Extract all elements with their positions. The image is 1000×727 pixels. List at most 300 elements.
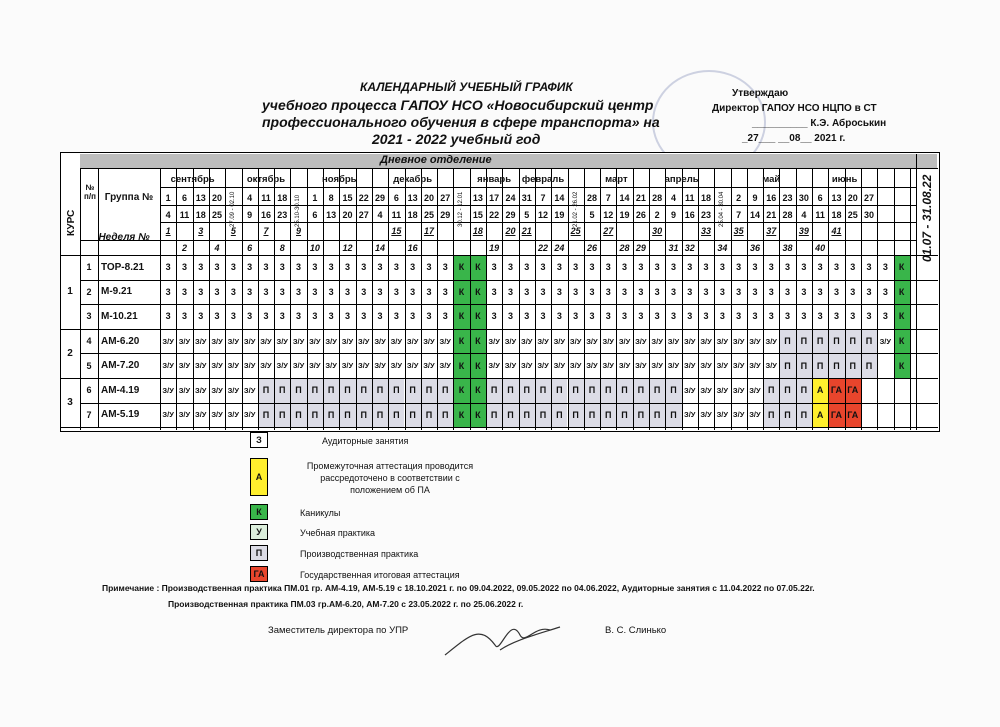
schedule-cell: 3: [882, 286, 888, 297]
schedule-cell: З/У: [537, 361, 549, 371]
schedule-cell: П: [535, 378, 551, 403]
week-number: 24: [554, 243, 565, 253]
schedule-cell: 3: [654, 286, 660, 297]
schedule-cell: К: [453, 329, 469, 354]
schedule-cell: П: [633, 403, 649, 428]
week-number: 41: [831, 226, 842, 236]
schedule-cell: П: [356, 378, 372, 403]
schedule-cell: З/У: [618, 361, 631, 371]
week-number: 2: [181, 243, 187, 253]
schedule-cell: 3: [801, 286, 807, 297]
week-number: 20: [505, 226, 516, 236]
schedule-cell: З/У: [162, 385, 174, 395]
legend-label: Учебная практика: [300, 528, 376, 538]
schedule-cell: 3: [296, 311, 302, 322]
schedule-cell: К: [894, 353, 910, 378]
schedule-cell: 3: [736, 286, 742, 297]
approval-line: Директор ГАПОУ НСО НЦПО в СТ: [712, 103, 877, 114]
day-end: 29: [440, 210, 451, 220]
schedule-cell: 3: [410, 262, 416, 273]
schedule-cell: П: [828, 329, 844, 354]
day-start: 23: [782, 193, 793, 203]
schedule-cell: З/У: [195, 385, 207, 395]
schedule-cell: П: [551, 403, 567, 428]
schedule-cell: К: [470, 280, 486, 305]
week-number: 31: [668, 243, 679, 253]
week-number: 37: [766, 226, 777, 236]
week-number: 22: [538, 243, 549, 253]
schedule-cell: 3: [589, 286, 595, 297]
day-end: 9: [670, 210, 676, 220]
schedule-cell: П: [633, 378, 649, 403]
day-end: 19: [619, 210, 630, 220]
schedule-cell: 3: [605, 262, 611, 273]
schedule-cell: З/У: [684, 410, 696, 420]
day-end: 29: [505, 210, 516, 220]
signature-scribble: [440, 605, 570, 665]
schedule-cell: З/У: [667, 361, 680, 371]
day-end: 21: [766, 210, 777, 220]
schedule-cell: П: [519, 403, 535, 428]
schedule-cell: П: [861, 353, 877, 378]
legend-label: Аудиторные занятия: [322, 436, 409, 446]
day-end: 4: [377, 210, 383, 220]
schedule-cell: З/У: [553, 336, 566, 346]
day-start: 2: [736, 193, 742, 203]
schedule-cell: К: [894, 255, 910, 280]
schedule-cell: З/У: [569, 361, 582, 371]
schedule-cell: П: [274, 403, 290, 428]
grid-line-h: [80, 240, 916, 241]
schedule-cell: З/У: [309, 361, 321, 371]
schedule-cell: [861, 403, 877, 428]
schedule-cell: П: [812, 353, 828, 378]
schedule-cell: 3: [654, 262, 660, 273]
schedule-cell: З/У: [569, 336, 582, 346]
day-end: 4: [801, 210, 807, 220]
grid-line-v: [388, 168, 389, 430]
legend-swatch: А: [250, 458, 268, 496]
day-start: 13: [195, 193, 206, 203]
schedule-cell: З/У: [227, 361, 240, 371]
number-header: № п/п: [84, 183, 96, 201]
day-end: 26: [635, 210, 646, 220]
week-number: 26: [586, 243, 597, 253]
week-number: 8: [279, 243, 285, 253]
schedule-cell: 3: [556, 262, 562, 273]
schedule-cell: З/У: [586, 336, 598, 346]
schedule-cell: З/У: [504, 336, 517, 346]
day-start: 20: [847, 193, 858, 203]
schedule-cell: П: [405, 378, 421, 403]
schedule-cell: П: [290, 403, 306, 428]
day-start: 27: [440, 193, 451, 203]
week-number: 33: [701, 226, 712, 236]
schedule-cell: 3: [247, 262, 253, 273]
schedule-cell: 3: [263, 286, 269, 297]
schedule-cell: 3: [344, 286, 350, 297]
grid-line-v: [535, 168, 536, 430]
schedule-cell: 3: [833, 286, 839, 297]
schedule-cell: П: [649, 378, 665, 403]
table-title-bar: [80, 154, 916, 169]
group-name: АМ-4.19: [101, 384, 140, 396]
day-end: 28: [782, 210, 793, 220]
schedule-cell: 3: [491, 311, 497, 322]
schedule-cell: 3: [752, 311, 758, 322]
grid-line-v: [698, 168, 699, 430]
schedule-cell: 3: [279, 262, 285, 273]
schedule-cell: 3: [344, 262, 350, 273]
course-header: КУРС: [66, 209, 77, 236]
schedule-cell: П: [437, 403, 453, 428]
schedule-cell: 3: [442, 286, 448, 297]
schedule-cell: 3: [328, 262, 334, 273]
schedule-cell: 3: [785, 286, 791, 297]
schedule-cell: П: [421, 378, 437, 403]
day-end: 18: [407, 210, 418, 220]
schedule-cell: 3: [605, 311, 611, 322]
schedule-cell: З/У: [211, 385, 223, 395]
course-number: 2: [67, 347, 73, 359]
schedule-cell: 3: [524, 311, 530, 322]
schedule-cell: З/У: [635, 336, 647, 346]
schedule-cell: 3: [556, 311, 562, 322]
schedule-cell: 3: [573, 262, 579, 273]
grid-line-v: [747, 168, 748, 430]
grid-line-v: [779, 168, 780, 430]
schedule-cell: 3: [442, 311, 448, 322]
schedule-cell: П: [258, 378, 274, 403]
schedule-cell: 3: [719, 311, 725, 322]
schedule-cell: З/У: [243, 410, 256, 420]
day-start: 24: [505, 193, 516, 203]
schedule-cell: П: [568, 378, 584, 403]
schedule-cell: К: [894, 280, 910, 305]
schedule-cell: ГА: [828, 403, 844, 428]
grid-line-v: [421, 168, 422, 430]
schedule-cell: П: [486, 403, 502, 428]
day-start: 1: [312, 193, 318, 203]
schedule-cell: 3: [377, 311, 383, 322]
schedule-cell: ГА: [845, 378, 861, 403]
schedule-cell: З/У: [684, 385, 696, 395]
week-number: 19: [489, 243, 500, 253]
day-start: 11: [684, 193, 695, 203]
schedule-cell: 3: [507, 311, 513, 322]
schedule-cell: 3: [670, 311, 676, 322]
legend-swatch: З: [250, 432, 268, 448]
schedule-cell: П: [584, 378, 600, 403]
day-start: 13: [831, 193, 842, 203]
schedule-cell: 3: [214, 262, 220, 273]
schedule-cell: К: [470, 403, 486, 428]
legend-label: Государственная итоговая аттестация: [300, 570, 460, 580]
schedule-cell: 3: [801, 262, 807, 273]
schedule-cell: 3: [638, 311, 644, 322]
schedule-cell: З/У: [211, 336, 223, 346]
approval-line: Утверждаю: [732, 88, 789, 99]
grid-line-v: [584, 168, 585, 430]
document-title: КАЛЕНДАРНЫЙ УЧЕБНЫЙ ГРАФИК: [360, 80, 573, 94]
schedule-cell: П: [665, 378, 681, 403]
schedule-cell: П: [551, 378, 567, 403]
schedule-cell: П: [796, 329, 812, 354]
grid-line-v: [796, 168, 797, 430]
month-label: май: [762, 174, 781, 185]
schedule-cell: 3: [703, 311, 709, 322]
schedule-cell: 3: [312, 262, 318, 273]
day-start: 14: [554, 193, 565, 203]
legend-swatch: У: [250, 524, 268, 540]
schedule-cell: З/У: [358, 336, 370, 346]
schedule-cell: 3: [768, 311, 774, 322]
day-start: 7: [540, 193, 546, 203]
month-label: январь: [477, 174, 512, 185]
week-number: 32: [684, 243, 695, 253]
schedule-cell: 3: [736, 311, 742, 322]
schedule-cell: ГА: [828, 378, 844, 403]
group-name: АМ-5.19: [101, 409, 140, 421]
schedule-cell: К: [894, 304, 910, 329]
week-number: 38: [782, 243, 793, 253]
day-start: 11: [261, 193, 271, 203]
schedule-cell: 3: [263, 311, 269, 322]
schedule-cell: 3: [247, 311, 253, 322]
schedule-cell: П: [616, 378, 632, 403]
schedule-cell: П: [388, 378, 404, 403]
week-number: 14: [375, 243, 386, 253]
grid-line-v: [339, 168, 340, 430]
schedule-cell: З/У: [178, 385, 191, 395]
group-number: 2: [86, 286, 92, 297]
signature-position: Заместитель директора по УПР: [268, 625, 409, 636]
schedule-cell: З/У: [537, 336, 549, 346]
schedule-cell: П: [600, 403, 616, 428]
schedule-cell: 3: [866, 286, 872, 297]
schedule-cell: П: [339, 378, 355, 403]
schedule-cell: П: [568, 403, 584, 428]
grid-line-v: [405, 168, 406, 430]
schedule-cell: З/У: [732, 361, 745, 371]
grid-line-v: [894, 168, 895, 430]
day-start: 28: [586, 193, 597, 203]
grid-line-v: [812, 168, 813, 430]
group-number: 5: [86, 360, 92, 371]
day-end: 12: [538, 210, 549, 220]
day-start: 22: [358, 193, 369, 203]
schedule-cell: К: [470, 378, 486, 403]
month-label: июнь: [831, 174, 858, 185]
schedule-cell: З/У: [700, 361, 712, 371]
schedule-cell: З/У: [195, 410, 207, 420]
schedule-cell: З/У: [684, 336, 696, 346]
schedule-cell: З/У: [260, 336, 272, 346]
day-start: 18: [701, 193, 712, 203]
schedule-cell: 3: [638, 286, 644, 297]
schedule-cell: З/У: [162, 361, 174, 371]
day-end: 25: [423, 210, 434, 220]
group-name: АМ-6.20: [101, 335, 140, 347]
schedule-cell: З/У: [406, 361, 419, 371]
schedule-cell: З/У: [602, 361, 614, 371]
day-start: 29: [375, 193, 386, 203]
grid-line-v: [80, 168, 81, 430]
schedule-cell: П: [861, 329, 877, 354]
schedule-cell: 3: [279, 311, 285, 322]
schedule-cell: З/У: [309, 336, 321, 346]
schedule-cell: К: [453, 403, 469, 428]
schedule-cell: 3: [882, 262, 888, 273]
week-number: 39: [798, 226, 809, 236]
grid-line-v: [828, 168, 829, 430]
approval-line: _27___ __08__ 2021 г.: [742, 133, 846, 144]
grid-line-v: [916, 154, 917, 430]
schedule-cell: З/У: [521, 336, 533, 346]
holiday-date-label: 30.12 - 12.01: [458, 191, 465, 227]
day-start: 21: [635, 193, 646, 203]
summer-period-label: 01.07 - 31.08.22: [920, 174, 934, 262]
schedule-cell: П: [845, 353, 861, 378]
schedule-cell: 3: [230, 311, 236, 322]
course-number: 3: [67, 397, 73, 409]
grid-line-v: [633, 168, 634, 430]
schedule-cell: А: [812, 403, 828, 428]
schedule-cell: 3: [850, 262, 856, 273]
schedule-cell: П: [763, 403, 779, 428]
schedule-cell: З/У: [700, 410, 712, 420]
schedule-cell: П: [796, 353, 812, 378]
grid-line-v: [502, 168, 503, 430]
schedule-cell: З/У: [390, 361, 403, 371]
schedule-cell: 3: [393, 286, 399, 297]
grid-line-v: [274, 168, 275, 430]
week-number: 9: [296, 226, 302, 236]
schedule-cell: З/У: [716, 336, 729, 346]
schedule-cell: П: [307, 378, 323, 403]
schedule-cell: З/У: [341, 361, 354, 371]
schedule-cell: 3: [426, 311, 432, 322]
form-title: Дневное отделение: [380, 154, 492, 166]
week-number: 7: [263, 226, 269, 236]
day-end: 23: [701, 210, 712, 220]
schedule-cell: З/У: [732, 410, 745, 420]
month-label: ноябрь: [322, 174, 357, 185]
grid-line-v: [98, 255, 99, 427]
schedule-cell: З/У: [390, 336, 403, 346]
schedule-cell: 3: [573, 311, 579, 322]
grid-line-v: [160, 168, 161, 430]
schedule-cell: К: [894, 329, 910, 354]
day-start: 27: [864, 193, 875, 203]
legend-label: Промежуточная аттестация проводится рассредоточено в соответствии с положением об ПА: [306, 461, 474, 495]
day-start: 7: [605, 193, 611, 203]
day-end: 2: [654, 210, 660, 220]
schedule-cell: З/У: [195, 361, 207, 371]
schedule-cell: П: [584, 403, 600, 428]
day-end: 7: [736, 210, 742, 220]
week-number: 4: [214, 243, 220, 253]
day-start: 16: [766, 193, 777, 203]
schedule-cell: 3: [328, 286, 334, 297]
schedule-cell: П: [356, 403, 372, 428]
grid-line-v: [486, 168, 487, 430]
schedule-cell: [894, 403, 910, 428]
grid-line-v: [763, 168, 764, 430]
schedule-cell: 3: [524, 262, 530, 273]
schedule-cell: 3: [687, 262, 693, 273]
schedule-cell: П: [779, 353, 795, 378]
schedule-cell: 3: [263, 262, 269, 273]
week-number: 1: [165, 226, 171, 236]
schedule-cell: З/У: [765, 361, 777, 371]
holiday-date-label: 25.10-30.10: [295, 194, 302, 227]
week-number: 3: [198, 226, 204, 236]
grid-line-v: [176, 168, 177, 430]
week-number: 29: [635, 243, 646, 253]
month-label: апрель: [664, 174, 699, 185]
schedule-cell: 3: [752, 262, 758, 273]
grid-line-v: [193, 168, 194, 430]
grid-line-v: [242, 168, 243, 430]
schedule-cell: З/У: [700, 336, 712, 346]
schedule-cell: З/У: [635, 361, 647, 371]
schedule-cell: З/У: [292, 361, 305, 371]
week-number: 21: [521, 226, 532, 236]
schedule-cell: 3: [833, 311, 839, 322]
schedule-cell: 3: [181, 262, 187, 273]
schedule-cell: 3: [817, 311, 823, 322]
schedule-cell: 3: [507, 286, 513, 297]
schedule-cell: [894, 378, 910, 403]
schedule-cell: З/У: [276, 336, 288, 346]
schedule-cell: 3: [833, 262, 839, 273]
group-name: М-10.21: [101, 310, 138, 322]
schedule-cell: З/У: [423, 336, 435, 346]
day-end: 18: [831, 210, 842, 220]
schedule-cell: З/У: [651, 336, 663, 346]
day-end: 4: [165, 210, 171, 220]
schedule-cell: З/У: [667, 336, 680, 346]
grid-line-v: [877, 168, 878, 430]
schedule-cell: З/У: [732, 385, 745, 395]
day-end: 16: [260, 210, 271, 220]
schedule-cell: П: [845, 329, 861, 354]
week-number: 6: [247, 243, 253, 253]
schedule-cell: К: [453, 255, 469, 280]
schedule-cell: П: [502, 403, 518, 428]
day-end: 12: [603, 210, 614, 220]
schedule-cell: 3: [361, 262, 367, 273]
day-start: 1: [165, 193, 171, 203]
schedule-cell: 3: [181, 286, 187, 297]
schedule-cell: 3: [230, 286, 236, 297]
grid-line-v: [453, 168, 454, 430]
grid-line-v: [682, 168, 683, 430]
day-start: 13: [407, 193, 418, 203]
schedule-cell: 3: [393, 262, 399, 273]
week-number: 25: [570, 226, 581, 236]
day-start: 6: [817, 193, 823, 203]
group-number: 4: [86, 336, 92, 347]
schedule-cell: П: [796, 403, 812, 428]
schedule-cell: З/У: [227, 410, 240, 420]
schedule-cell: 3: [361, 311, 367, 322]
schedule-cell: З/У: [700, 385, 712, 395]
schedule-cell: 3: [540, 286, 546, 297]
day-start: 28: [652, 193, 663, 203]
schedule-cell: З/У: [406, 336, 419, 346]
